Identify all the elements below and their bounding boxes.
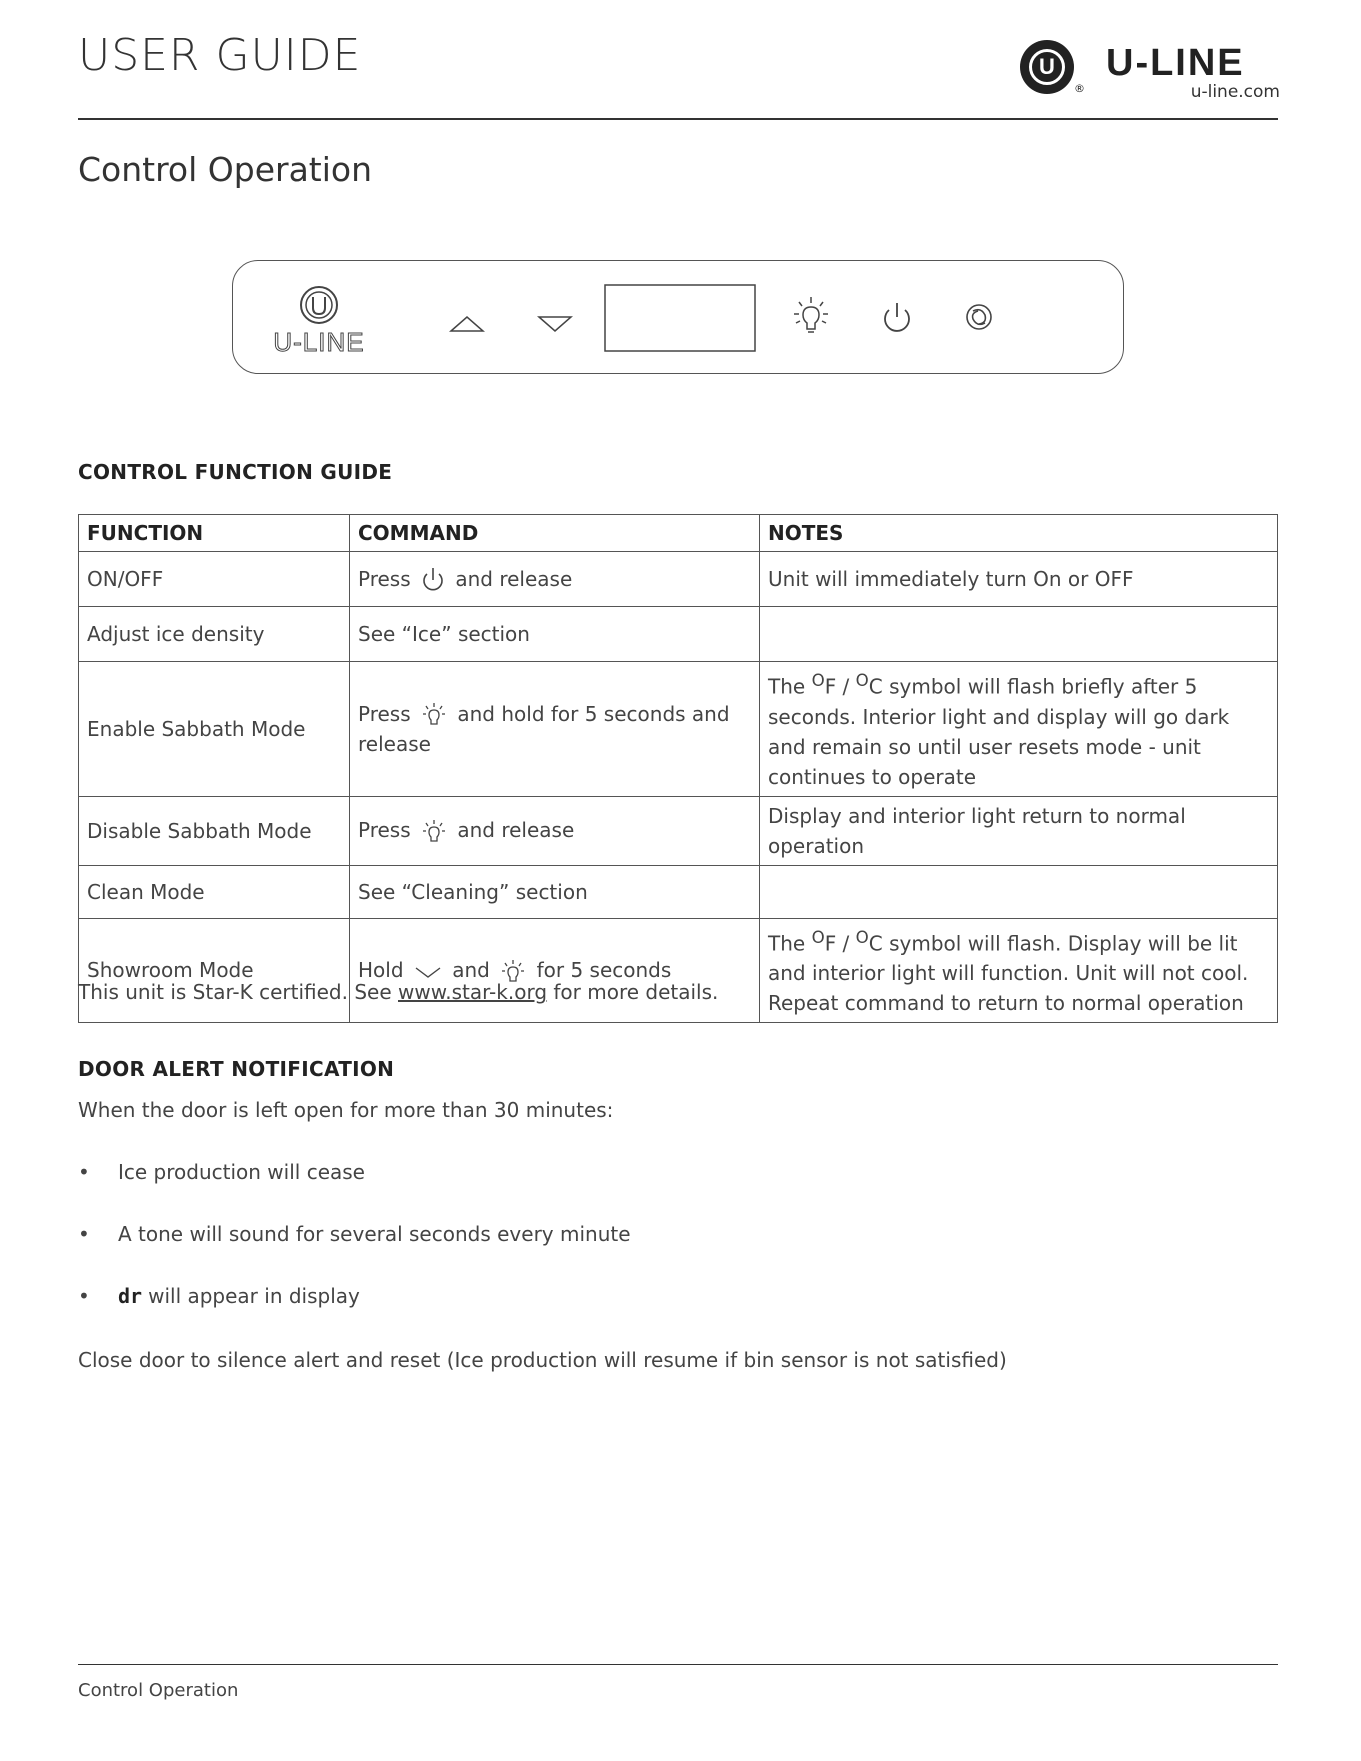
control-function-heading: CONTROL FUNCTION GUIDE xyxy=(78,460,393,484)
ice-swirl-icon xyxy=(967,305,991,329)
function-cell: ON/OFF xyxy=(79,552,350,607)
command-cell: See “Cleaning” section xyxy=(350,865,760,918)
notes-cell xyxy=(760,865,1278,918)
light-bulb-icon xyxy=(794,297,828,332)
power-icon xyxy=(421,566,445,594)
header-divider xyxy=(78,118,1278,120)
section-title: Control Operation xyxy=(78,150,373,189)
function-cell: Enable Sabbath Mode xyxy=(79,662,350,797)
column-header-function: FUNCTION xyxy=(79,515,350,552)
notes-cell: The $^O$F / $^O$C symbol will flash. Display will be lit and interior light will function. Unit will not cool. Repeat command to return to normal operation xyxy=(760,918,1278,1023)
function-cell: Adjust ice density xyxy=(79,607,350,662)
column-header-command: COMMAND xyxy=(350,515,760,552)
down-arrow-icon xyxy=(539,317,571,331)
footer-label: Control Operation xyxy=(78,1680,239,1701)
notes-cell: Unit will immediately turn On or OFF xyxy=(760,552,1278,607)
notes-cell xyxy=(760,607,1278,662)
document-title: USER GUIDE xyxy=(78,30,362,81)
table-header-row xyxy=(79,515,1278,552)
notes-cell: The $^O$F / $^O$C symbol will flash briefly after 5 seconds. Interior light and display will go dark and remain so until user resets mode - unit continues to operate xyxy=(760,662,1278,797)
list-item: • dr will appear in display xyxy=(78,1284,360,1308)
light-bulb-icon xyxy=(421,701,447,729)
control-panel-illustration xyxy=(232,260,1124,374)
command-cell: Hold and for 5 seconds xyxy=(350,918,760,1023)
control-function-table xyxy=(78,514,1278,1023)
star-k-link[interactable]: www.star-k.org xyxy=(398,980,548,1004)
down-arrow-icon xyxy=(414,964,442,980)
table-row xyxy=(79,918,1278,1023)
table-row xyxy=(79,662,1278,797)
command-cell: See “Ice” section xyxy=(350,607,760,662)
light-bulb-icon xyxy=(421,818,447,846)
function-cell: Clean Mode xyxy=(79,865,350,918)
display-window xyxy=(605,285,755,351)
door-alert-closing: Close door to silence alert and reset (Ice production will resume if bin sensor is not satisfied) xyxy=(78,1348,1007,1372)
notes-cell: Display and interior light return to normal operation xyxy=(760,796,1278,865)
table-row xyxy=(79,796,1278,865)
table-row xyxy=(79,607,1278,662)
svg-text:U-LINE: U-LINE xyxy=(273,327,365,357)
brand-logo xyxy=(1020,38,1280,104)
logo-url: u-line.com xyxy=(1190,82,1280,102)
registered-mark: ® xyxy=(1074,82,1085,95)
command-cell: Press and release xyxy=(350,552,760,607)
list-item: • A tone will sound for several seconds every minute xyxy=(78,1222,631,1246)
door-display-code: dr xyxy=(118,1284,143,1308)
command-cell: Press and release xyxy=(350,796,760,865)
command-cell: Press and hold for 5 seconds and release xyxy=(350,662,760,797)
up-arrow-icon xyxy=(451,317,483,331)
function-cell: Disable Sabbath Mode xyxy=(79,796,350,865)
door-alert-intro: When the door is left open for more than 30 minutes: xyxy=(78,1098,614,1122)
footer-divider xyxy=(78,1664,1278,1665)
door-alert-heading: DOOR ALERT NOTIFICATION xyxy=(78,1057,395,1081)
power-icon xyxy=(885,303,909,331)
logo-mark-icon: U xyxy=(1020,40,1074,94)
star-k-note: This unit is Star-K certified. See www.star-k.org for more details. xyxy=(78,980,719,1004)
function-cell: Showroom Mode xyxy=(79,918,350,1023)
table-row xyxy=(79,552,1278,607)
list-item: • Ice production will cease xyxy=(78,1160,365,1184)
table-row xyxy=(79,865,1278,918)
panel-logo-icon xyxy=(273,287,364,357)
column-header-notes: NOTES xyxy=(760,515,1278,552)
logo-wordmark: U-LINE xyxy=(1106,42,1245,84)
